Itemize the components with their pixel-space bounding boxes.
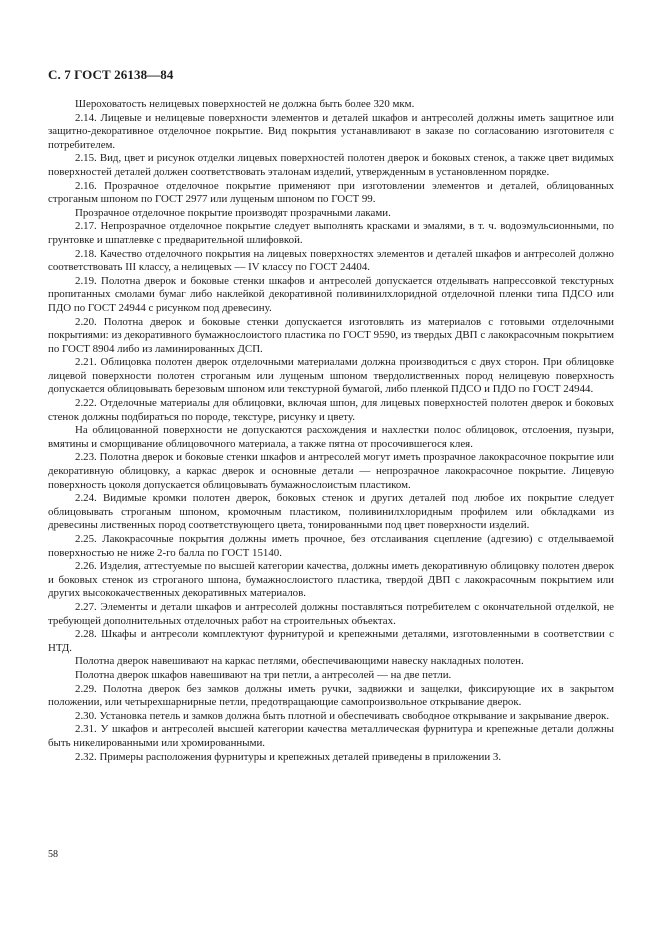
paragraph-2-21: 2.21. Облицовка полотен дверок отделочными материалами должна производиться с двух сторон. При облицовке лицевой поверхности полотен строганым или лущеным шпоном твердолиственных пород нелицевую поверхность допускается облицовывать березовым шпоном или текстурной бумагой, либо пленкой ПДСО и ПДО по ГОСТ 24944. — [48, 356, 614, 396]
paragraph-2-32: 2.32. Примеры расположения фурнитуры и крепежных деталей приведены в приложении 3. — [75, 750, 502, 763]
paragraph-2-29: 2.29. Полотна дверок без замков должны иметь ручки, задвижки и защелки, фиксирующие их в закрытом положении, или четырехшарнирные петли, предотвращающие самопроизвольное открывание дверок. — [48, 682, 614, 709]
paragraph-2-19: 2.19. Полотна дверок и боковые стенки шкафов и антресолей допускается отделывать напрессовкой текстурных пропитанных смолами бумаг либо наклейкой декоративной поливинилхлоридной отделочной пленки типа ПДСО или ПДО по ГОСТ 24944 с рисунком под древесину. — [48, 274, 614, 314]
document-body — [48, 98, 614, 764]
paragraph-2-26: 2.26. Изделия, аттестуемые по высшей категории качества, должны иметь декоративную облицовку полотен дверок и боковых стенок из строганого шпона, бумажнослоистого пластика, твердой ДВП с лакокрасочным покрытием или других высококачественных декоративных материалов. — [48, 560, 614, 600]
paragraph-roughness: Шероховатость нелицевых поверхностей не должна быть более 320 мкм. — [75, 98, 415, 110]
paragraph-2-18: 2.18. Качество отделочного покрытия на лицевых поверхностях элементов и деталей шкафов и антресолей должно соответствовать III классу, а нелицевых — IV классу по ГОСТ 24404. — [48, 247, 614, 274]
paragraph-2-28-note-2: Полотна дверок шкафов навешивают на три петли, а антресолей — на две петли. — [75, 668, 452, 681]
paragraph-2-31: 2.31. У шкафов и антресолей высшей категории качества металлическая фурнитура и крепежные детали должны быть никелированными или хромированными. — [48, 723, 614, 749]
paragraph-2-17: 2.17. Непрозрачное отделочное покрытие следует выполнять красками и эмалями, в т. ч. водоэмульсионными, по грунтовке и шпатлевке с предварительной шлифовкой. — [48, 220, 614, 246]
paragraph-2-25: 2.25. Лакокрасочные покрытия должны иметь прочное, без отслаивания сцепление (адгезию) с отделываемой поверхностью не ниже 2-го балла по ГОСТ 15140. — [48, 533, 614, 559]
page-header: С. 7 ГОСТ 26138—84 — [48, 67, 174, 82]
paragraph-2-15: 2.15. Вид, цвет и рисунок отделки лицевых поверхностей полотен дверок и боковых стенок, а также цвет видимых поверхностей деталей должен соответствовать эталонам изделий, утвержденным в установленном порядке. — [48, 152, 614, 178]
paragraph-2-16-note: Прозрачное отделочное покрытие производят прозрачными лаками. — [75, 206, 391, 219]
paragraph-2-14: 2.14. Лицевые и нелицевые поверхности элементов и деталей шкафов и антресолей должны иметь защитное или защитно-декоративное отделочное покрытие. Вид покрытия устанавливают в заказе по согласованию изготовителя с потребителем. — [48, 111, 614, 151]
paragraph-2-27: 2.27. Элементы и детали шкафов и антресолей должны поставляться потребителем с окончательной отделкой, не требующей дополнительных отделочных работ на строительных объектах. — [48, 600, 614, 627]
page-number: 58 — [48, 849, 58, 860]
paragraph-2-28-note-1: Полотна дверок навешивают на каркас петлями, обеспечивающими навеску накладных полотен. — [75, 655, 524, 668]
paragraph-2-22: 2.22. Отделочные материалы для облицовки, включая шпон, для лицевых поверхностей полотен дверок и боковых стенок должны подбираться по породе, текстуре, рисунку и цвету. — [48, 397, 614, 423]
paragraph-2-28: 2.28. Шкафы и антресоли комплектуют фурнитурой и крепежными деталями, изготовленными в соответствии с НТД. — [48, 628, 614, 654]
paragraph-2-20: 2.20. Полотна дверок и боковые стенки допускается изготовлять из материалов с готовыми отделочными покрытиями: из декоративного бумажнослоистого пластика по ГОСТ 9590, из твердых ДВП с лакокрасочным покрытием по ГОСТ 8904 либо из ламинированных ДСП. — [48, 315, 614, 355]
paragraph-2-23: 2.23. Полотна дверок и боковые стенки шкафов и антресолей могут иметь прозрачное лакокрасочное покрытие или декоративную облицовку, а каркас дверок и основные детали — непрозрачное лакокрасочное покрытие. Лицевую поверхность цоколя допускается облицовывать бумажнослоистым пластиком. — [48, 451, 614, 491]
paragraph-2-16: 2.16. Прозрачное отделочное покрытие применяют при изготовлении элементов и деталей, облицованных строганым шпоном по ГОСТ 2977 или лущеным шпоном по ГОСТ 99. — [48, 179, 614, 206]
paragraph-2-24: 2.24. Видимые кромки полотен дверок, боковых стенок и других деталей под любое их покрытие следует облицовывать строганым шпоном, кромочным пластиком, поливинилхлоридным профилем или обкладками из древесины лиственных пород соответствующего цвета, тонированными под цвет поверхности изделий. — [48, 492, 614, 532]
paragraph-2-22-note: На облицованной поверхности не допускаются расхождения и нахлестки полос облицовок, отслоения, пузыри, вмятины и сморщивание облицовочного материала, а также пятна от просочившегося клея. — [48, 424, 614, 450]
paragraph-2-30: 2.30. Установка петель и замков должна быть плотной и обеспечивать свободное открывание и закрывание дверок. — [75, 709, 610, 722]
